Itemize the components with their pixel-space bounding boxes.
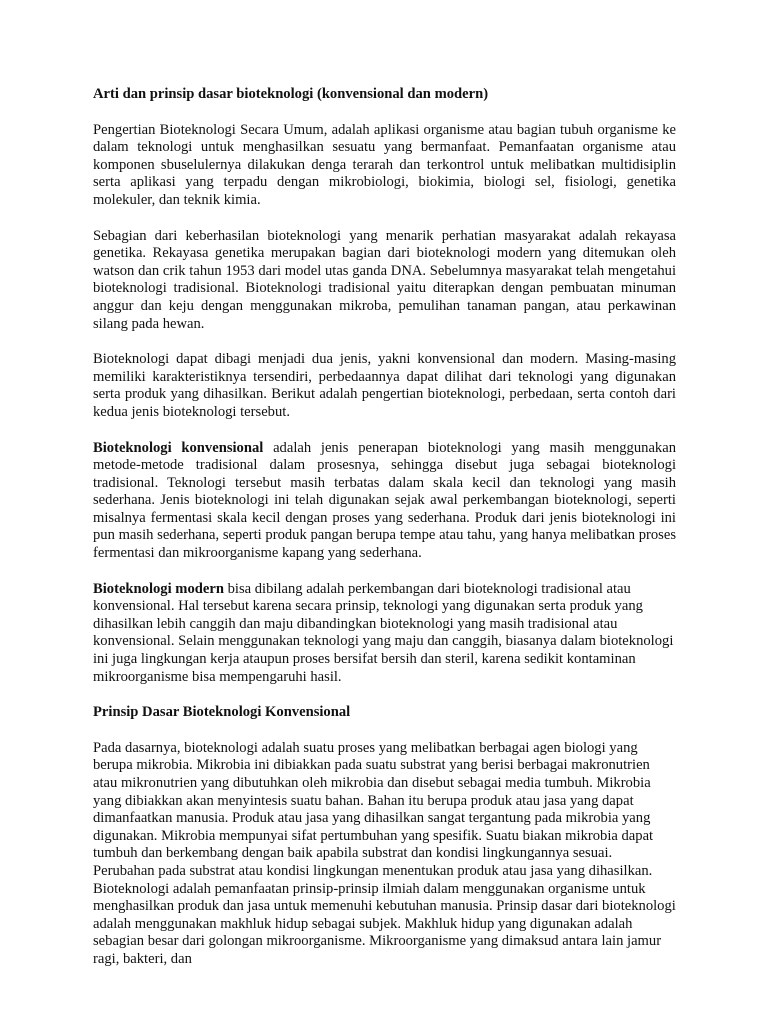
- paragraph-definition: Pengertian Bioteknologi Secara Umum, adalah aplikasi organisme atau bagian tubuh organisme ke dalam teknologi untuk menghasilkan sesuatu yang bermanfaat. Pemanfaatan organisme atau komponen sbuselulernya dilakukan denga terarah dan terkontrol untuk melibatkan multidisiplin serta aplikasi yang terpadu dengan mikrobiologi, biokimia, biologi sel, fisiologi, genetika molekuler, dan teknik kimia.: [93, 121, 676, 208]
- paragraph-principles: Pada dasarnya, bioteknologi adalah suatu proses yang melibatkan berbagai agen biologi yang berupa mikrobia. Mikrobia ini dibiakkan pada suatu substrat yang berisi berbagai makronutrien atau mikronutrien yang dibutuhkan oleh mikrobia dan disebut sebagai media tumbuh. Mikrobia yang dibiakkan akan menyintesis suatu bahan. Bahan itu berupa produk atau jasa yang dapat dimanfaatkan manusia. Produk atau jasa yang dihasilkan sangat tergantung pada mikrobia yang digunakan. Mikrobia mempunyai sifat pertumbuhan yang spesifik. Suatu biakan mikrobia dapat tumbuh dan berkembang dengan baik apabila substrat dan kondisi lingkungannya sesuai. Perubahan pada substrat atau kondisi lingkungan menentukan produk atau jasa yang dihasilkan. Bioteknologi adalah pemanfaatan prinsip-prinsip ilmiah dalam menggunakan organisme untuk menghasilkan produk dan jasa untuk memenuhi kebutuhan manusia. Prinsip dasar dari bioteknologi adalah menggunakan makhluk hidup sebagai subjek. Makhluk hidup yang digunakan adalah sebagian besar dari golongan mikroorganisme. Mikroorganisme yang dimaksud antara lain jamur ragi, bakteri, dan: [93, 739, 676, 967]
- paragraph-types: Bioteknologi dapat dibagi menjadi dua jenis, yakni konvensional dan modern. Masing-masing memiliki karakteristiknya tersendiri, perbedaannya dapat dilihat dari teknologi yang digunakan serta produk yang dihasilkan. Berikut adalah pengertian bioteknologi, perbedaan, serta contoh dari kedua jenis bioteknologi tersebut.: [93, 351, 676, 420]
- paragraph-conventional: [93, 440, 676, 563]
- conventional-description: adalah jenis penerapan bioteknologi yang masih menggunakan metode-metode tradisional dalam prosesnya, sehingga disebut juga sebagai bioteknologi tradisional. Teknologi tersebut masih terbatas dalam skala kecil dan teknologi yang masih sederhana. Jenis bioteknologi ini telah digunakan sejak awal perkembangan bioteknologi, seperti misalnya fermentasi skala kecil dengan proses yang sederhana. Produk dari jenis bioteknologi ini pun masih sederhana, seperti produk pangan berupa tempe atau tahu, yang hanya melibatkan proses fermentasi dan mikroorganisme kapang yang sederhana.: [93, 439, 676, 562]
- section-heading-principles: Prinsip Dasar Bioteknologi Konvensional: [93, 704, 351, 721]
- paragraph-genetic-engineering: Sebagian dari keberhasilan bioteknologi yang menarik perhatian masyarakat adalah rekayasa genetika. Rekayasa genetika merupakan bagian dari bioteknologi modern yang ditemukan oleh watson dan crik tahun 1953 dari model utas ganda DNA. Sebelumnya masyarakat telah mengetahui bioteknologi tradisional. Bioteknologi tradisional yaitu diterapkan dengan pembuatan minuman anggur dan keju dengan menggunakan mikroba, pemulihan tanaman pangan, atau perkawinan silang pada hewan.: [93, 227, 676, 332]
- term-conventional: Bioteknologi konvensional: [93, 439, 264, 456]
- modern-description: bisa dibilang adalah perkembangan dari bioteknologi tradisional atau konvensional. Hal tersebut karena secara prinsip, teknologi yang digunakan serta produk yang dihasilkan lebih canggih dan maju dibandingkan bioteknologi yang masih tradisional atau konvensional. Selain menggunakan teknologi yang maju dan canggih, biasanya dalam bioteknologi ini juga lingkungan kerja ataupun proses bersifat bersih dan steril, karena sedikit kontaminan mikroorganisme bisa mempengaruhi hasil.: [93, 580, 674, 685]
- term-modern: Bioteknologi modern: [93, 580, 224, 597]
- document-title: Arti dan prinsip dasar bioteknologi (konvensional dan modern): [93, 86, 489, 102]
- paragraph-modern: [93, 581, 676, 687]
